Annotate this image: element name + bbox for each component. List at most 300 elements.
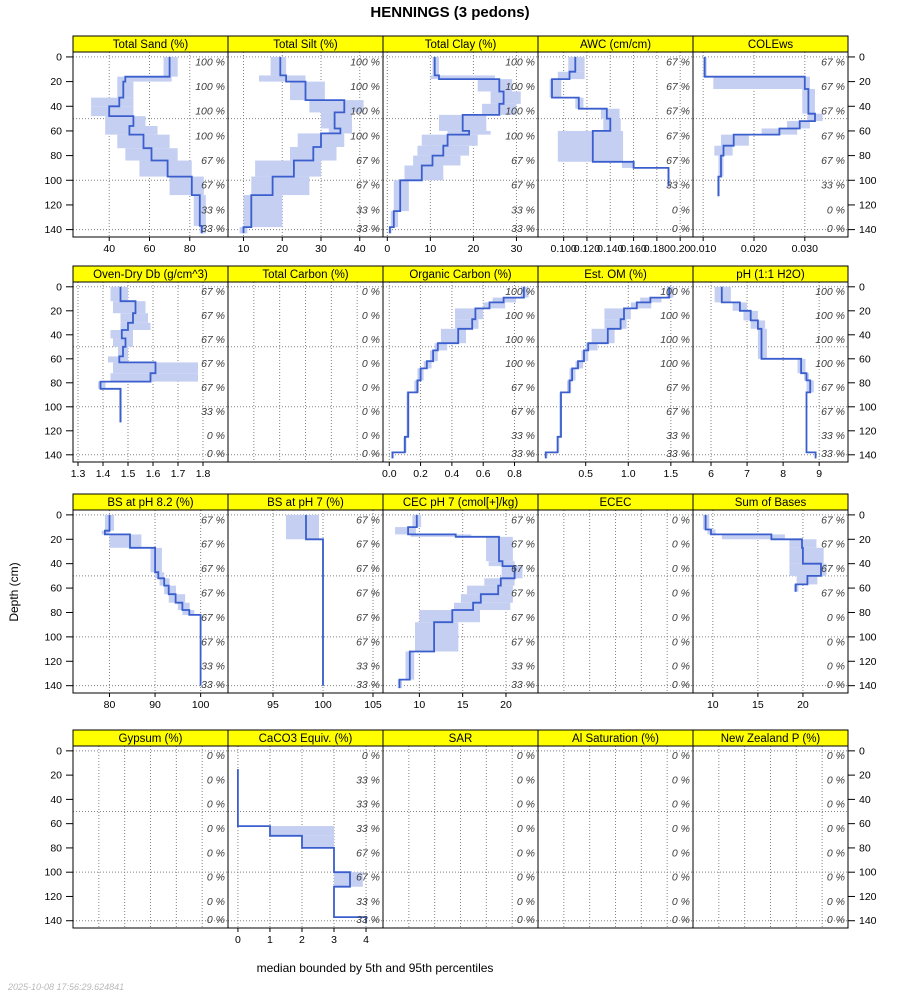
- depth-tick-label-right: 40: [859, 100, 871, 113]
- percentile-band: [286, 515, 319, 539]
- pct-label: 100 %: [350, 81, 380, 94]
- strip-label-bs-at-ph-8-2: BS at pH 8.2 (%): [107, 497, 194, 509]
- pct-label: 100 %: [815, 334, 845, 347]
- x-tick-label: 0.010: [690, 243, 717, 255]
- percentile-band: [271, 57, 287, 76]
- pct-label: 67 %: [356, 871, 380, 884]
- pct-label: 33 %: [356, 895, 380, 908]
- pct-label: 0 %: [206, 448, 225, 461]
- percentile-band: [251, 177, 309, 196]
- strip-label-gypsum: Gypsum (%): [118, 733, 183, 745]
- pct-label: 67 %: [201, 563, 225, 576]
- x-tick-label: 0: [384, 243, 391, 255]
- pct-label: 100 %: [505, 286, 535, 299]
- pct-label: 0 %: [361, 430, 380, 443]
- percentile-band: [721, 135, 749, 146]
- x-tick-label: 0.5: [578, 468, 593, 480]
- x-tick-label: 4: [363, 934, 369, 946]
- pct-label: 67 %: [666, 155, 690, 168]
- depth-tick-label-right: 120: [859, 890, 877, 903]
- pct-label: 0 %: [826, 847, 845, 860]
- strip-label-ecec: ECEC: [599, 497, 632, 509]
- pct-label: 33 %: [201, 204, 225, 217]
- pct-label: 67 %: [201, 310, 225, 323]
- depth-tick-label-right: 140: [859, 224, 877, 237]
- panel-total-clay: [383, 36, 538, 255]
- x-tick-label: 10: [424, 243, 437, 255]
- pct-label: 67 %: [511, 563, 535, 576]
- pct-label: 100 %: [815, 358, 845, 371]
- pct-label: 33 %: [201, 406, 225, 419]
- pct-label: 0 %: [206, 774, 225, 787]
- pct-label: 33 %: [511, 222, 535, 235]
- panel-sar: [383, 730, 538, 928]
- pct-label: 67 %: [511, 406, 535, 419]
- x-tick-label: 95: [267, 699, 279, 711]
- pct-label: 33 %: [821, 179, 845, 192]
- x-tick-label: 1.7: [170, 468, 186, 480]
- x-axis-caco3-equiv: [235, 928, 369, 946]
- depth-axis-label: Depth (cm): [7, 562, 21, 622]
- depth-tick-label-left: 140: [44, 680, 62, 693]
- pct-label: 100 %: [660, 358, 690, 371]
- strip-label-total-clay: Total Clay (%): [424, 39, 497, 51]
- depth-tick-label-right: 0: [859, 51, 865, 64]
- strip-label-cec-ph-7-cmol-kg: CEC pH 7 (cmol[+]/kg): [402, 497, 519, 509]
- pct-label: 0 %: [826, 222, 845, 235]
- pct-label: 100 %: [195, 56, 225, 69]
- pct-label: 33 %: [356, 222, 380, 235]
- x-tick-label: 15: [752, 699, 764, 711]
- x-axis-total-clay: [384, 237, 522, 255]
- depth-tick-label-right: 40: [859, 558, 871, 571]
- percentile-band: [433, 57, 439, 76]
- percentile-band: [715, 287, 731, 303]
- pct-label: 100 %: [660, 286, 690, 299]
- strip-label-al-saturation: Al Saturation (%): [572, 733, 659, 745]
- pct-label: 0 %: [826, 611, 845, 624]
- x-tick-label: 15: [456, 699, 469, 711]
- percentile-band: [787, 121, 810, 128]
- depth-tick-label-left: 40: [50, 793, 62, 806]
- pct-label: 33 %: [356, 798, 380, 811]
- pct-label: 67 %: [821, 105, 845, 118]
- pct-label: 0 %: [826, 914, 845, 927]
- pct-label: 0 %: [516, 774, 535, 787]
- pct-label: 67 %: [821, 130, 845, 143]
- percentile-band: [558, 131, 623, 162]
- percentile-band: [164, 57, 178, 77]
- x-tick-label: 1.4: [95, 468, 111, 480]
- panel-gypsum: [73, 730, 228, 928]
- x-tick-label: 1.6: [145, 468, 161, 480]
- pct-label: 0 %: [671, 847, 690, 860]
- x-tick-label: 6: [708, 468, 714, 480]
- x-tick-label: 0: [235, 934, 241, 946]
- pct-label: 67 %: [201, 286, 225, 299]
- percentile-band: [117, 82, 133, 98]
- strip-label-sar: SAR: [448, 733, 473, 745]
- depth-tick-label-left: 60: [50, 353, 62, 366]
- depth-tick-label-right: 120: [859, 199, 877, 212]
- pct-label: 33 %: [666, 179, 690, 192]
- x-tick-label: 0.160: [620, 243, 647, 255]
- figure-timestamp: 2025-10-08 17:56:29.624841: [8, 982, 125, 992]
- x-tick-label: 20: [276, 243, 289, 255]
- panel-total-sand: [73, 36, 228, 255]
- depth-tick-label-left: 120: [44, 199, 62, 212]
- pct-label: 100 %: [195, 130, 225, 143]
- percentile-band: [713, 77, 810, 89]
- panel-sum-of-bases: [693, 494, 848, 711]
- depth-tick-label-right: 80: [859, 842, 871, 855]
- pct-label: 0 %: [361, 406, 380, 419]
- percentile-band: [789, 539, 816, 548]
- panel-colews: [690, 36, 848, 255]
- pct-label: 67 %: [201, 382, 225, 395]
- percentile-band: [603, 119, 620, 131]
- x-tick-label: 0.4: [444, 468, 460, 480]
- x-tick-label: 40: [103, 243, 116, 255]
- x-axis-cec-ph-7-cmol-kg: [414, 693, 512, 711]
- percentile-band: [419, 610, 480, 622]
- x-tick-label: 0.6: [475, 468, 491, 480]
- panel-total-carbon: [228, 266, 383, 462]
- pct-label: 0 %: [361, 750, 380, 763]
- pct-label: 0 %: [671, 823, 690, 836]
- pct-label: 100 %: [505, 310, 535, 323]
- x-tick-label: 3: [331, 934, 337, 946]
- depth-tick-label-left: 40: [50, 329, 62, 342]
- pct-label: 67 %: [356, 636, 380, 649]
- pct-label: 33 %: [356, 204, 380, 217]
- pct-label: 33 %: [356, 823, 380, 836]
- pct-label: 0 %: [206, 430, 225, 443]
- pct-label: 33 %: [511, 430, 535, 443]
- pct-label: 33 %: [821, 430, 845, 443]
- x-tick-label: 20: [797, 699, 809, 711]
- depth-tick-label-left: 120: [44, 425, 62, 438]
- pct-label: 33 %: [201, 222, 225, 235]
- strip-label-new-zealand-p: New Zealand P (%): [720, 733, 821, 745]
- depth-tick-label-left: 100: [44, 401, 62, 414]
- x-axis-oven-dry-db-g-cm-3: [71, 462, 211, 480]
- pct-label: 67 %: [201, 636, 225, 649]
- x-tick-label: 0.020: [740, 243, 768, 255]
- percentile-band: [259, 75, 306, 81]
- percentile-band: [121, 313, 149, 323]
- pct-label: 0 %: [361, 448, 380, 461]
- x-axis-bs-at-ph-8-2: [104, 693, 210, 711]
- pct-label: 0 %: [671, 895, 690, 908]
- x-axis-organic-carbon: [382, 462, 522, 480]
- pct-label: 0 %: [671, 678, 690, 691]
- pct-label: 67 %: [356, 587, 380, 600]
- pct-label: 0 %: [671, 587, 690, 600]
- pct-label: 0 %: [826, 678, 845, 691]
- percentile-band: [121, 323, 151, 330]
- pct-label: 67 %: [511, 514, 535, 527]
- pct-label: 0 %: [361, 358, 380, 371]
- depth-tick-label-left: 60: [50, 818, 62, 831]
- pct-label: 67 %: [201, 179, 225, 192]
- strip-label-total-sand: Total Sand (%): [112, 39, 189, 51]
- pct-label: 33 %: [201, 660, 225, 673]
- x-tick-label: 2: [299, 934, 305, 946]
- pct-label: 100 %: [350, 56, 380, 69]
- depth-tick-label-right: 80: [859, 606, 871, 619]
- percentile-band: [290, 82, 325, 101]
- x-tick-label: 10: [706, 699, 719, 711]
- strip-label-colews: COLEws: [747, 39, 794, 51]
- pct-label: 0 %: [516, 798, 535, 811]
- depth-tick-label-right: 140: [859, 915, 877, 928]
- pct-label: 0 %: [206, 871, 225, 884]
- pct-label: 67 %: [666, 81, 690, 94]
- pct-label: 67 %: [356, 155, 380, 168]
- pct-label: 67 %: [356, 847, 380, 860]
- pct-label: 0 %: [671, 660, 690, 673]
- depth-tick-label-right: 100: [859, 174, 877, 187]
- pct-label: 100 %: [505, 358, 535, 371]
- depth-tick-label-right: 60: [859, 353, 871, 366]
- x-tick-label: 20: [467, 243, 480, 255]
- figure-caption: median bounded by 5th and 95th percentiles: [256, 961, 494, 975]
- x-tick-label: 0.180: [643, 243, 671, 255]
- x-tick-label: 90: [149, 699, 161, 711]
- percentile-band: [255, 161, 321, 177]
- pct-label: 100 %: [350, 130, 380, 143]
- panel-ph-1-1-h2o: [693, 266, 848, 480]
- percentile-band: [455, 308, 483, 319]
- percentile-band: [592, 329, 615, 343]
- pct-label: 0 %: [361, 310, 380, 323]
- pct-label: 100 %: [505, 334, 535, 347]
- x-tick-label: 0.2: [413, 468, 428, 480]
- pct-label: 67 %: [356, 179, 380, 192]
- depth-tick-label-left: 80: [50, 842, 62, 855]
- x-tick-label: 30: [315, 243, 327, 255]
- pct-label: 33 %: [511, 448, 535, 461]
- pct-label: 0 %: [361, 286, 380, 299]
- x-tick-label: 1.5: [120, 468, 136, 480]
- strip-label-organic-carbon: Organic Carbon (%): [409, 269, 512, 281]
- pct-label: 33 %: [821, 448, 845, 461]
- percentile-band: [441, 329, 466, 343]
- pct-label: 100 %: [505, 56, 535, 69]
- pct-label: 67 %: [511, 155, 535, 168]
- pct-label: 0 %: [361, 382, 380, 395]
- percentile-band: [113, 338, 133, 346]
- pct-label: 100 %: [815, 286, 845, 299]
- pct-label: 67 %: [821, 406, 845, 419]
- pct-label: 0 %: [671, 636, 690, 649]
- pct-label: 33 %: [511, 660, 535, 673]
- depth-tick-label-right: 60: [859, 818, 871, 831]
- percentile-band: [467, 586, 513, 595]
- percentile-band: [415, 622, 458, 651]
- pct-label: 100 %: [505, 105, 535, 118]
- pct-label: 33 %: [356, 660, 380, 673]
- pct-label: 0 %: [671, 222, 690, 235]
- depth-tick-label-right: 120: [859, 425, 877, 438]
- x-axis-sum-of-bases: [707, 693, 809, 711]
- x-axis-bs-at-ph-7: [267, 693, 382, 711]
- depth-tick-label-right: 80: [859, 377, 871, 390]
- pct-label: 33 %: [356, 774, 380, 787]
- pct-label: 0 %: [671, 871, 690, 884]
- percentile-band: [178, 603, 190, 610]
- pct-label: 67 %: [356, 514, 380, 527]
- percentile-band: [91, 106, 133, 116]
- percentile-band: [422, 135, 478, 146]
- percentile-band: [109, 534, 141, 547]
- x-tick-label: 1: [267, 934, 273, 946]
- pct-label: 0 %: [671, 563, 690, 576]
- pct-label: 0 %: [516, 871, 535, 884]
- percentile-band: [139, 161, 191, 177]
- pct-label: 0 %: [516, 895, 535, 908]
- depth-tick-label-right: 0: [859, 745, 865, 758]
- percentile-band: [484, 578, 514, 585]
- pct-label: 100 %: [195, 105, 225, 118]
- pct-label: 33 %: [666, 448, 690, 461]
- pct-label: 0 %: [206, 798, 225, 811]
- pct-label: 33 %: [201, 678, 225, 691]
- panel-caco3-equiv: [228, 730, 383, 946]
- x-tick-label: 0.140: [597, 243, 624, 255]
- depth-tick-label-left: 0: [56, 281, 62, 294]
- percentile-band: [105, 126, 157, 135]
- depth-tick-label-right: 0: [859, 281, 865, 294]
- x-tick-label: 80: [103, 699, 116, 711]
- depth-tick-label-left: 140: [44, 449, 62, 462]
- strip-label-caco3-equiv: CaCO3 Equiv. (%): [258, 733, 353, 745]
- pct-label: 0 %: [826, 750, 845, 763]
- pct-label: 100 %: [660, 310, 690, 323]
- percentile-band: [394, 180, 409, 211]
- pct-label: 67 %: [821, 587, 845, 600]
- x-tick-label: 100: [314, 699, 332, 711]
- depth-tick-label-left: 20: [50, 533, 62, 546]
- pct-label: 67 %: [356, 563, 380, 576]
- depth-tick-label-left: 0: [56, 745, 62, 758]
- x-tick-label: 100: [191, 699, 210, 711]
- panel-organic-carbon: [382, 266, 538, 480]
- depth-tick-label-left: 60: [50, 582, 62, 595]
- percentile-band: [575, 361, 583, 368]
- pct-label: 67 %: [201, 538, 225, 551]
- panel-al-saturation: [538, 730, 693, 928]
- pct-label: 0 %: [826, 774, 845, 787]
- strip-label-bs-at-ph-7: BS at pH 7 (%): [267, 497, 344, 509]
- percentile-band: [111, 373, 199, 381]
- pct-label: 67 %: [666, 105, 690, 118]
- percentile-band: [461, 594, 513, 603]
- strip-label-sum-of-bases: Sum of Bases: [734, 497, 807, 509]
- depth-tick-label-left: 120: [44, 890, 62, 903]
- pct-label: 67 %: [821, 538, 845, 551]
- pct-label: 0 %: [826, 798, 845, 811]
- depth-tick-label-right: 0: [859, 509, 865, 522]
- strip-label-oven-dry-db-g-cm-3: Oven-Dry Db (g/cm^3): [93, 269, 208, 281]
- depth-tick-label-right: 60: [859, 125, 871, 138]
- percentile-band: [558, 72, 585, 79]
- pct-label: 67 %: [821, 155, 845, 168]
- percentile-band: [455, 319, 478, 329]
- x-tick-label: 105: [364, 699, 382, 711]
- x-tick-label: 0.100: [550, 243, 577, 255]
- depth-tick-label-right: 100: [859, 866, 877, 879]
- pct-label: 67 %: [201, 611, 225, 624]
- x-tick-label: 10: [237, 243, 250, 255]
- pct-label: 33 %: [356, 914, 380, 927]
- x-tick-label: 8: [780, 468, 787, 480]
- pct-label: 0 %: [671, 750, 690, 763]
- panel-awc-cm-cm: [538, 36, 693, 255]
- percentile-band: [164, 586, 176, 595]
- percentile-band: [91, 98, 133, 107]
- pct-label: 0 %: [671, 774, 690, 787]
- pct-label: 67 %: [511, 538, 535, 551]
- x-tick-label: 20: [500, 699, 512, 711]
- pct-label: 67 %: [821, 563, 845, 576]
- strip-label-total-silt: Total Silt (%): [273, 39, 338, 51]
- pct-label: 0 %: [671, 514, 690, 527]
- pct-label: 67 %: [201, 334, 225, 347]
- pct-label: 67 %: [511, 382, 535, 395]
- percentile-band: [302, 836, 334, 848]
- depth-tick-label-right: 20: [859, 76, 871, 89]
- percentile-band: [491, 91, 521, 103]
- x-tick-label: 60: [143, 243, 156, 255]
- pct-label: 67 %: [201, 514, 225, 527]
- x-axis-awc-cm-cm: [550, 237, 690, 255]
- pct-label: 0 %: [826, 895, 845, 908]
- pct-label: 0 %: [671, 798, 690, 811]
- pct-label: 100 %: [660, 334, 690, 347]
- pct-label: 67 %: [821, 81, 845, 94]
- depth-tick-label-left: 140: [44, 224, 62, 237]
- x-axis-est-om: [578, 462, 678, 480]
- pct-label: 33 %: [666, 430, 690, 443]
- panel-est-om: [538, 266, 693, 480]
- pct-label: 67 %: [356, 538, 380, 551]
- x-tick-label: 1.8: [195, 468, 211, 480]
- percentile-band: [601, 109, 620, 119]
- percentile-band: [270, 826, 334, 836]
- depth-tick-label-right: 140: [859, 449, 877, 462]
- pct-label: 33 %: [511, 678, 535, 691]
- panel-total-silt: [228, 36, 383, 255]
- depth-tick-label-left: 120: [44, 655, 62, 668]
- percentile-band: [111, 287, 129, 301]
- pct-label: 0 %: [516, 750, 535, 763]
- x-tick-label: 30: [510, 243, 523, 255]
- percentile-band: [604, 308, 630, 319]
- pct-label: 100 %: [195, 81, 225, 94]
- depth-tick-label-left: 20: [50, 76, 62, 89]
- pct-label: 67 %: [666, 56, 690, 69]
- panel-bs-at-ph-7: [228, 494, 383, 711]
- depth-tick-label-right: 100: [859, 401, 877, 414]
- depth-tick-label-right: 20: [859, 769, 871, 782]
- percentile-band: [113, 301, 146, 313]
- pct-label: 67 %: [666, 382, 690, 395]
- pct-label: 0 %: [206, 847, 225, 860]
- x-tick-label: 9: [816, 468, 823, 480]
- x-axis-total-sand: [103, 237, 195, 255]
